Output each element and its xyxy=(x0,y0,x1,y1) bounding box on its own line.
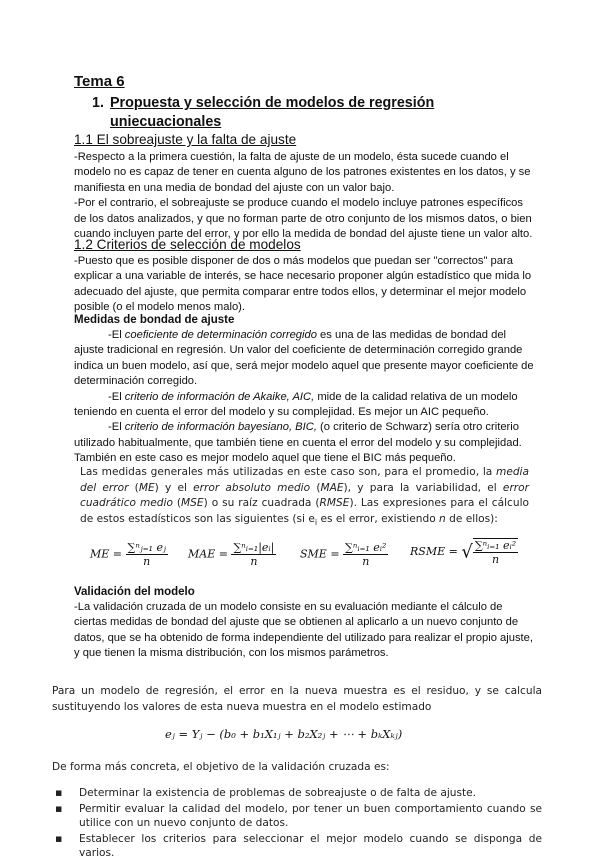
section-1-title-line2: uniecuacionales xyxy=(110,114,222,130)
validacion-body xyxy=(74,600,534,662)
chapter-title: Tema 6 xyxy=(74,73,125,90)
medidas-heading: Medidas de bondad de ajuste xyxy=(74,314,235,326)
list-item: ▪ Permitir evaluar la calidad del modelo, por tener un buen comportamiento cuando se utilice con un nuevo conjunto de datos. xyxy=(52,802,542,831)
medidas-body xyxy=(74,328,534,467)
list-item: ▪ Determinar la existencia de problemas de sobreajuste o de falta de ajuste. xyxy=(52,786,542,801)
aic-term: criterio de información de Akaike, AIC, xyxy=(124,390,315,403)
paragraph: -Respecto a la primera cuestión, la falta de ajuste de un modelo, ésta sucede cuando el modelo no es capaz de tener en cuenta alguno de los patrones existentes en los datos, y se manifiesta en una media de bondad del ajuste con un valor bajo. xyxy=(74,151,531,194)
section-1-number: 1. xyxy=(92,95,104,111)
sqrt-symbol: √ xyxy=(461,541,473,563)
objectives-list xyxy=(52,786,542,862)
residual-equation: eⱼ = Yⱼ − (b₀ + b₁X₁ⱼ + b₂X₂ⱼ + ⋯ + bₖXₖⱼ) xyxy=(165,727,403,741)
formula-rsme: RSME = √ $\frac{\text{∑ⁿᵢ₌₁ eᵢ²}}{n}$ xyxy=(410,539,517,566)
r2-term: coeficiente de determinación corregido xyxy=(124,329,317,341)
paragraph: -Puesto que es posible disponer de dos o más modelos que puedan ser "correctos" para explicar a una variable de interés, se hace necesario proponer algún estadístico que mida lo adecuado del ajuste, que permita comparar entre todos ellos, y determinar el mejor modelo posible (o el modelo menos malo). xyxy=(74,255,532,314)
subsection-1-1-heading: 1.1 El sobreajuste y la falta de ajuste xyxy=(74,132,297,147)
validacion-heading: Validación del modelo xyxy=(74,586,195,598)
list-item: ▪ Establecer los criterios para seleccionar el mejor modelo cuando se disponga de varios. xyxy=(52,832,542,861)
section-1-title xyxy=(92,94,492,132)
bic-term: criterio de información bayesiano, BIC, xyxy=(124,421,317,434)
bic-paragraph: -El criterio de información bayesiano, BIC, (o criterio de Schwarz) sería otro criterio utilizado habitualmente, que también tiene en cuenta el error del modelo y su complejidad. También en este caso es mejor modelo aquel que tiene el BIC más pequeño. xyxy=(74,421,522,465)
paragraph: -Por el contrario, el sobreajuste se produce cuando el modelo incluye patrones específicos de los datos analizados, y que no forman parte de otro conjunto de los mismos datos, o bien cuando incluyen parte del error, y por ello la medida de bondad del ajuste tiene un valor alto. xyxy=(74,197,533,241)
paragraph: -La validación cruzada de un modelo consiste en su evaluación mediante el cálculo de ciertas medidas de bondad del ajuste que se obtienen al aplicarlo a un nuevo conjunto de datos, que se ha obtenido de forma independiente del utilizado para realizar el propio ajuste, y que tienen la misma distribución, con los mismos parámetros. xyxy=(74,601,533,660)
r2-paragraph: -El coeficiente de determinación corregido es una de las medidas de bondad del ajuste tradicional en regresión. Un valor del coeficiente de determinación corregido grande indica un buen modelo, así que, será mejor modelo aquel que presente mayor coeficiente de determinación corregido. xyxy=(74,329,534,388)
subsection-1-2-heading: 1.2 Criterios de selección de modelos xyxy=(74,237,301,252)
formula-me: ME = $\frac{\text{∑ⁿⱼ₌₁ eⱼ}}{n}$ xyxy=(90,541,166,568)
subsection-1-1-body xyxy=(74,150,534,242)
section-1-title-line1: Propuesta y selección de modelos de regresión xyxy=(110,95,435,111)
regresion-paragraph: Para un modelo de regresión, el error en la nueva muestra es el residuo, y se calcula sustituyendo los valores de esta nueva muestra en el modelo estimado xyxy=(52,685,542,713)
error-measures-paragraph: Las medidas generales más utilizadas en este caso son, para el promedio, la media del error (ME) y el error absoluto medio (MAE), y para la variabilidad, el error cuadrático medio (MSE) o su raíz cuadrada (RMSE). Las expresiones para el cálculo de estos estadísticos son las siguientes (si $e_i$ es el error, existiendo n de ellos): xyxy=(80,466,530,527)
subsection-1-2-body xyxy=(74,254,534,316)
aic-paragraph: -El criterio de información de Akaike, AIC, mide de la calidad relativa de un modelo teniendo en cuenta el error del modelo y su complejidad. Es mejor un AIC pequeño. xyxy=(74,390,518,419)
formula-sme: SME = $\frac{\text{∑ⁿᵢ₌₁ eᵢ²}}{n}$ xyxy=(300,541,387,568)
formula-mae: MAE = $\frac{\text{∑ⁿᵢ₌₁|eᵢ|}}{n}$ xyxy=(188,541,275,568)
objective-intro: De forma más concreta, el objetivo de la validación cruzada es: xyxy=(52,761,390,773)
